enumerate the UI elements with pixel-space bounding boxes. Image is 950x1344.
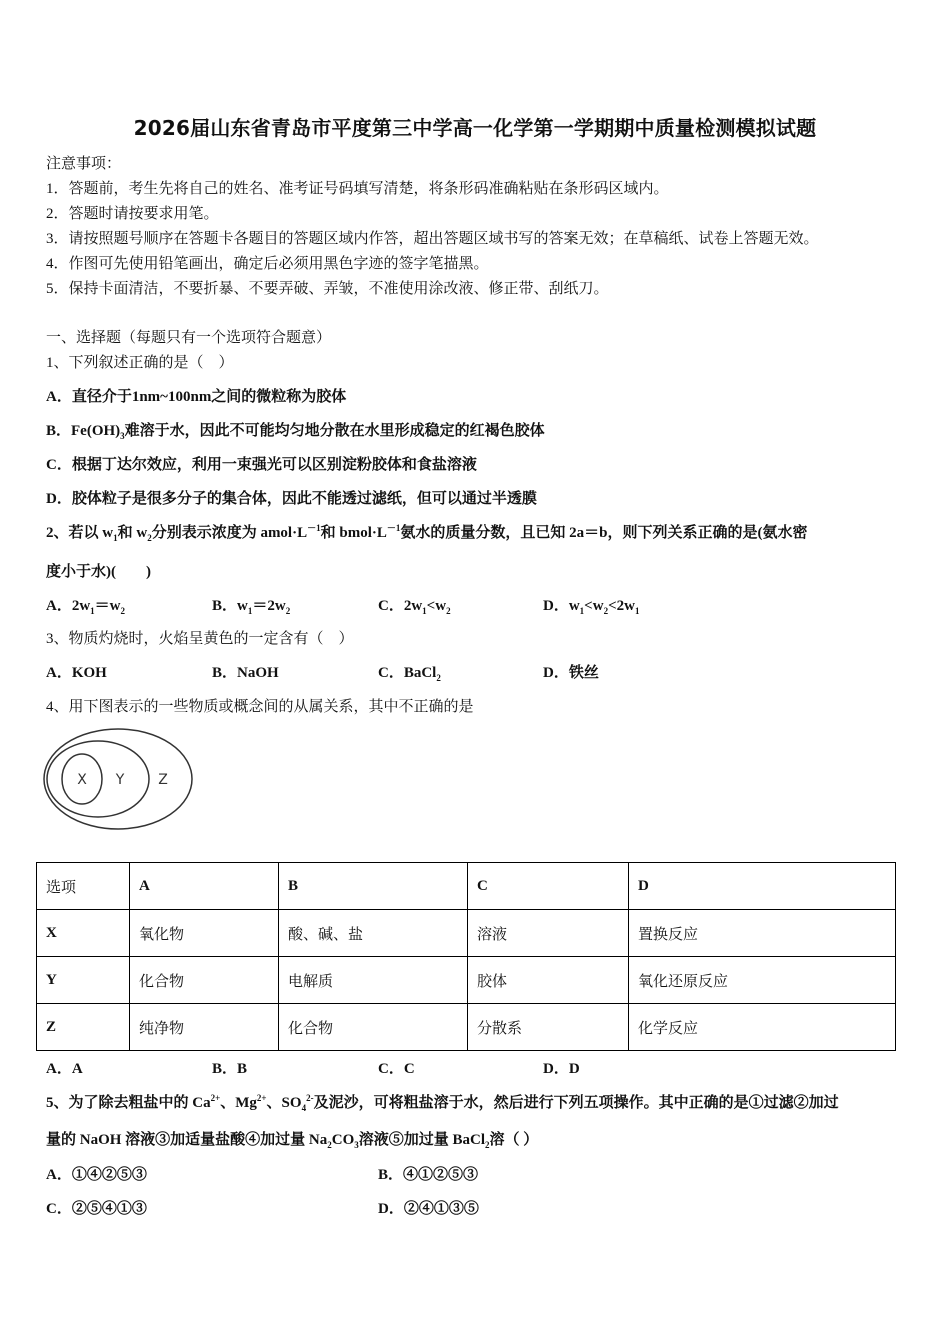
table-cell: X bbox=[37, 910, 130, 957]
q2-sup: －1 bbox=[386, 523, 401, 533]
table-cell: 溶液 bbox=[468, 910, 629, 957]
q2-sub: 2 bbox=[147, 533, 152, 543]
section-heading: 一、选择题（每题只有一个选项符合题意） bbox=[46, 330, 332, 346]
q1-option-a: A．直径介于1nm~100nm之间的微粒称为胶体 bbox=[46, 389, 347, 405]
q1-b-text2: 难溶于水，因此不可能均匀地分散在水里形成稳定的红褐色胶体 bbox=[124, 423, 545, 439]
t: 量的 NaOH 溶液③加适量盐酸④加过量 Na bbox=[46, 1132, 328, 1148]
s: 1 bbox=[634, 606, 640, 616]
venn-label-z: Z bbox=[158, 772, 168, 788]
s: 2 bbox=[120, 606, 126, 616]
q3-option-b: B．NaOH bbox=[212, 665, 279, 681]
s: 2 bbox=[603, 606, 609, 616]
table-cell: 氧化还原反应 bbox=[629, 957, 896, 1004]
s: 2 bbox=[485, 1140, 490, 1150]
table-cell: Y bbox=[37, 957, 130, 1004]
s: 2 bbox=[436, 673, 441, 683]
q5-option-a: A．①④②⑤③ bbox=[46, 1167, 147, 1183]
t: A．2w bbox=[46, 598, 91, 614]
table-cell: Z bbox=[37, 1004, 130, 1051]
q1-option-d: D．胶体粒子是很多分子的集合体，因此不能透过滤纸，但可以通过半透膜 bbox=[46, 491, 537, 507]
q3-stem: 3、物质灼烧时，火焰呈黄色的一定含有（ ） bbox=[46, 631, 354, 647]
table-row bbox=[37, 910, 896, 957]
q1-b-text: B．Fe(OH) bbox=[46, 423, 121, 439]
q2-text: 和 bmol·L bbox=[320, 525, 387, 541]
q2-option-d bbox=[543, 594, 639, 616]
q4-table bbox=[36, 862, 896, 1051]
t: <w bbox=[426, 598, 447, 614]
q4-option-b: B．B bbox=[212, 1061, 248, 1077]
t: 、Mg bbox=[220, 1095, 257, 1111]
s: 2 bbox=[446, 606, 451, 616]
page-title: 2026届山东省青岛市平度第三中学高一化学第一学期期中质量检测模拟试题 bbox=[133, 116, 817, 140]
table-cell: 分散系 bbox=[468, 1004, 629, 1051]
q2-text: 氨水的质量分数，且已知 2a＝b，则下列关系正确的是(氨水密 bbox=[400, 525, 808, 541]
venn-label-x: X bbox=[77, 772, 87, 788]
table-cell: 化学反应 bbox=[629, 1004, 896, 1051]
t: 5、为了除去粗盐中的 Ca bbox=[46, 1095, 211, 1111]
notice-item: 2．答题时请按要求用笔。 bbox=[46, 206, 219, 222]
venn-label-y: Y bbox=[115, 772, 125, 788]
table-cell: 酸、碱、盐 bbox=[279, 910, 468, 957]
s: 3 bbox=[354, 1140, 359, 1150]
q2-stem-line2: 度小于水)( ) bbox=[46, 564, 151, 580]
t: 溶（ ） bbox=[489, 1132, 539, 1148]
table-cell: 电解质 bbox=[279, 957, 468, 1004]
s: 2 bbox=[285, 606, 291, 616]
q1-option-c: C．根据丁达尔效应，利用一束强光可以区别淀粉胶体和食盐溶液 bbox=[46, 457, 477, 473]
t: 、SO bbox=[266, 1095, 302, 1111]
s: 2 bbox=[327, 1140, 332, 1150]
q3-option-a: A．KOH bbox=[46, 665, 107, 681]
t: C．2w bbox=[378, 598, 423, 614]
q1-option-b bbox=[46, 419, 545, 441]
table-cell: 纯净物 bbox=[130, 1004, 279, 1051]
q2-text: 2、若以 w bbox=[46, 525, 114, 541]
t: <w bbox=[584, 598, 604, 614]
s: 1 bbox=[90, 606, 95, 616]
q5-stem bbox=[46, 1091, 839, 1113]
q1-stem: 1、下列叙述正确的是（ ） bbox=[46, 355, 234, 371]
q4-option-a: A．A bbox=[46, 1061, 83, 1077]
t: CO bbox=[331, 1132, 355, 1148]
q5-option-c: C．②⑤④①③ bbox=[46, 1201, 147, 1217]
notice-item: 1．答题前，考生先将自己的姓名、准考证号码填写清楚，将条形码准确粘贴在条形码区域内。 bbox=[46, 181, 669, 197]
table-cell: 化合物 bbox=[279, 1004, 468, 1051]
s: 2- bbox=[306, 1093, 314, 1103]
t: <2w bbox=[608, 598, 635, 614]
s: 4 bbox=[301, 1103, 307, 1113]
venn-diagram bbox=[42, 726, 198, 832]
s: 2+ bbox=[256, 1093, 267, 1103]
table-row bbox=[37, 957, 896, 1004]
t: 溶液⑤加过量 BaCl bbox=[358, 1132, 486, 1148]
q2-stem bbox=[46, 521, 808, 543]
q5-stem-line2 bbox=[46, 1128, 538, 1150]
q3-option-d: D．铁丝 bbox=[543, 665, 599, 681]
q1-b-sub: 3 bbox=[120, 431, 125, 441]
notice-item: 5．保持卡面清洁，不要折暴、不要弄破、弄皱，不准使用涂改液、修正带、刮纸刀。 bbox=[46, 281, 609, 297]
t: C．BaCl bbox=[378, 665, 437, 681]
q5-option-b: B．④①②⑤③ bbox=[378, 1167, 479, 1183]
table-cell: 置换反应 bbox=[629, 910, 896, 957]
q5-option-d: D．②④①③⑤ bbox=[378, 1201, 479, 1217]
q4-stem: 4、用下图表示的一些物质或概念间的从属关系，其中不正确的是 bbox=[46, 699, 474, 715]
t: ＝2w bbox=[252, 598, 286, 614]
q2-sup: －1 bbox=[307, 523, 321, 533]
q2-option-b bbox=[212, 594, 290, 616]
q2-sub: 1 bbox=[113, 533, 118, 543]
table-header-cell: A bbox=[130, 863, 279, 910]
table-row bbox=[37, 1004, 896, 1051]
t: 及泥沙，可将粗盐溶于水，然后进行下列五项操作。其中正确的是①过滤②加过 bbox=[313, 1095, 839, 1111]
q4-option-c: C．C bbox=[378, 1061, 415, 1077]
q3-option-c bbox=[378, 661, 441, 683]
s: 1 bbox=[422, 606, 427, 616]
s: 1 bbox=[247, 606, 253, 616]
q2-option-c bbox=[378, 594, 451, 616]
s: 1 bbox=[579, 606, 585, 616]
table-header-cell: C bbox=[468, 863, 629, 910]
q4-option-d: D．D bbox=[543, 1061, 580, 1077]
t: D．w bbox=[543, 598, 580, 614]
notice-item: 4．作图可先使用铅笔画出，确定后必须用黑色字迹的签字笔描黑。 bbox=[46, 256, 489, 272]
q2-text: 分别表示浓度为 amol·L bbox=[151, 525, 308, 541]
s: 2+ bbox=[210, 1093, 221, 1103]
notice-heading: 注意事项： bbox=[46, 156, 122, 172]
t: ＝w bbox=[94, 598, 121, 614]
t: B．w bbox=[212, 598, 248, 614]
table-header-cell: D bbox=[629, 863, 896, 910]
table-header-cell: B bbox=[279, 863, 468, 910]
q2-option-a bbox=[46, 594, 125, 616]
table-cell: 胶体 bbox=[468, 957, 629, 1004]
table-cell: 化合物 bbox=[130, 957, 279, 1004]
table-header-cell: 选项 bbox=[37, 863, 130, 910]
q2-text: 和 w bbox=[117, 525, 148, 541]
table-cell: 氧化物 bbox=[130, 910, 279, 957]
table-row bbox=[37, 863, 896, 910]
notice-item: 3．请按照题号顺序在答题卡各题目的答题区域内作答，超出答题区域书写的答案无效；在草稿纸、试卷上答题无效。 bbox=[46, 231, 819, 247]
